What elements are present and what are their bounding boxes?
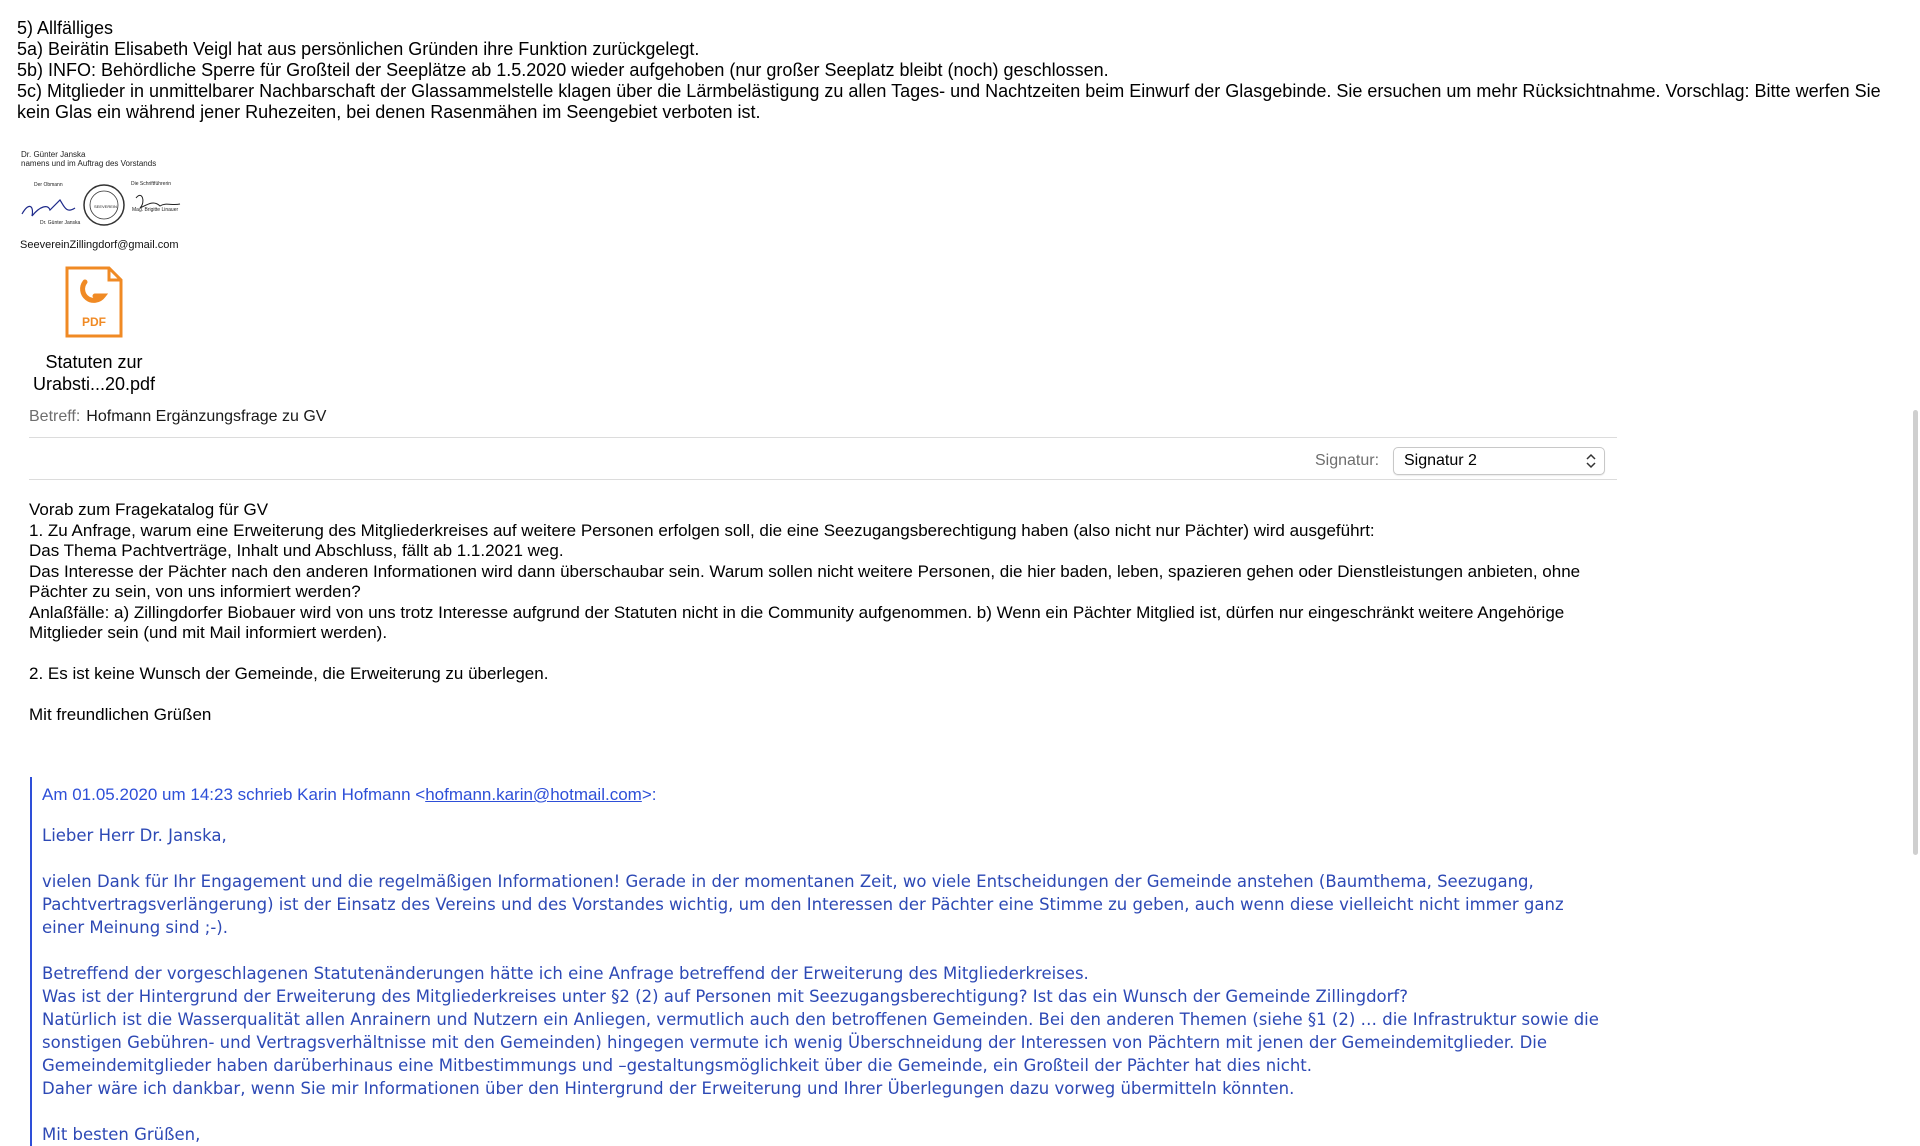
quote-closing: Mit besten Grüßen, (42, 1125, 201, 1144)
seal-text: SEEVEREIN (94, 204, 117, 209)
quoted-message (30, 777, 1600, 1146)
subject-label: Betreff: (29, 408, 81, 425)
sig-right-caption: Die Schriftführerin (131, 181, 172, 187)
quote-body (42, 824, 1600, 1146)
quote-attribution-suffix: >: (641, 785, 657, 804)
body-line: Anlaßfälle: a) Zillingdorfer Biobauer wird von uns trotz Interesse aufgrund der Statuten nicht in die Community aufgenommen. b) Wenn ein Pächter Mitglied ist, dürfen nur eingeschränkt weitere Angehörige Mitglieder sein (und mit Mail informiert werden). (29, 602, 1565, 642)
quote-paragraph: vielen Dank für Ihr Engagement und die regelmäßigen Informationen! Gerade in der momentanen Zeit, wo viele Entscheidungen der Gemeinde anstehen (Baumthema, Seezugang, Pachtvertragsverlängerung) ist der Einsatz des Vereins und des Vorstandes wichtig, um den Interessen der Pächter eine Stimme zu geben, auch wenn diese vielleicht nicht immer ganz einer Meinung sind ;-). (42, 872, 1564, 937)
body-line: 1. Zu Anfrage, warum eine Erweiterung des Mitgliederkreises auf weitere Personen erfolgen soll, die eine Seezugangsberechtigung haben (also nicht nur Pächter) wird ausgeführt: (29, 520, 1375, 540)
quote-paragraph: Betreffend der vorgeschlagenen Statutenänderungen hätte ich eine Anfrage betreffend der Erweiterung des Mitgliederkreises. (42, 964, 1089, 983)
signature-select-value: Signatur 2 (1404, 452, 1477, 469)
scrollbar-thumb[interactable] (1913, 410, 1918, 855)
signature-select[interactable] (1393, 447, 1605, 475)
attachment-name-line1: Statuten zur (45, 352, 143, 372)
pdf-file-icon (65, 266, 123, 338)
signature-label: Signatur: (1315, 452, 1380, 469)
quote-paragraph: Was ist der Hintergrund der Erweiterung des Mitgliederkreises unter §2 (2) auf Personen mit Seezugangsberechtigung? Ist das ein Wunsch der Gemeinde Zillingdorf? (42, 987, 1408, 1006)
body-line: Das Thema Pachtverträge, Inhalt und Abschluss, fällt ab 1.1.2021 weg. (29, 541, 564, 560)
body-line: Das Interesse der Pächter nach den anderen Informationen wird dann überschaubar sein. Warum sollen nicht weitere Personen, die hier baden, leben, spazieren gehen oder Dienstleistungen anbieten, ohne Pächter zu sein, von uns informiert werden? (29, 561, 1581, 601)
quote-attribution (42, 784, 1600, 806)
attachment-filename (24, 351, 164, 395)
subject-field[interactable]: Hofmann Ergänzungsfrage zu GV (86, 408, 327, 425)
sig-name-line: Dr. Günter Janska (21, 150, 86, 159)
signature-image (20, 150, 195, 230)
newsletter-text (17, 18, 1897, 123)
section-heading: 5) Allfälliges (17, 18, 114, 38)
club-email: SeevereinZillingdorf@gmail.com (20, 239, 179, 251)
sig-role-line: namens und im Auftrag des Vorstands (21, 159, 157, 168)
quote-attribution-prefix: Am 01.05.2020 um 14:23 schrieb Karin Hofmann < (42, 785, 426, 804)
item-5b: 5b) INFO: Behördliche Sperre für Großteil der Seeplätze ab 1.5.2020 wieder aufgehoben (nur großer Seeplatz bleibt (noch) geschlossen. (17, 60, 1109, 80)
sender-email-link[interactable]: hofmann.karin@hotmail.com (425, 785, 642, 804)
sig-left-name: Dr. Günter Janska (40, 220, 81, 226)
vertical-scrollbar[interactable] (1912, 0, 1918, 1146)
attachment-name-line2: Urabsti...20.pdf (32, 374, 156, 394)
header-divider-2 (29, 479, 1617, 480)
subject-row (29, 405, 1617, 435)
body-closing: Mit freundlichen Grüßen (29, 705, 212, 724)
pdf-attachment[interactable] (24, 266, 164, 395)
sig-right-name: Mag. Brigitte Linauer (132, 207, 179, 213)
body-line: 2. Es ist keine Wunsch der Gemeinde, die Erweiterung zu überlegen. (29, 664, 549, 683)
quote-greeting: Lieber Herr Dr. Janska, (42, 826, 227, 845)
body-line: Vorab zum Fragekatalog für GV (29, 500, 269, 519)
updown-chevron-icon (1586, 452, 1596, 470)
quote-paragraph: Natürlich ist die Wasserqualität allen Anrainern und Nutzern ein Anliegen, vermutlich auch den betroffenen Gemeinden. Bei den anderen Themen (siehe §1 (2) … die Infrastruktur sowie die sonstigen Gebühren- und Vertragsverhältnisse mit den Gemeinden) hingegen vermute ich wenig Überschneidung der Interessen von Pächtern mit jenen der Gemeindemitglieder. Die Gemeindemitglieder haben darüberhinaus eine Mitbestimmungs und –gestaltungsmöglichkeit über die Gemeinde, ein Großteil der Pächter hat dies nicht. (42, 1010, 1599, 1075)
header-divider (29, 437, 1617, 438)
message-body[interactable] (29, 500, 1609, 726)
pdf-icon-label: PDF (82, 315, 106, 329)
quote-paragraph: Daher wäre ich dankbar, wenn Sie mir Informationen über den Hintergrund der Erweiterung und Ihrer Überlegungen dazu vorweg übermitteln könnten. (42, 1079, 1295, 1098)
item-5c: 5c) Mitglieder in unmittelbarer Nachbarschaft der Glassammelstelle klagen über die Lärmbelästigung zu allen Tages- und Nachtzeiten beim Einwurf der Glasgebinde. Sie ersuchen um mehr Rücksichtnahme. Vorschlag: Bitte werfen Sie kein Glas ein während jener Ruhezeiten, bei denen Rasenmähen im Seengebiet verboten ist. (17, 81, 1881, 122)
sig-left-caption: Der Obmann (34, 182, 63, 188)
item-5a: 5a) Beirätin Elisabeth Veigl hat aus persönlichen Gründen ihre Funktion zurückgelegt. (17, 39, 700, 59)
